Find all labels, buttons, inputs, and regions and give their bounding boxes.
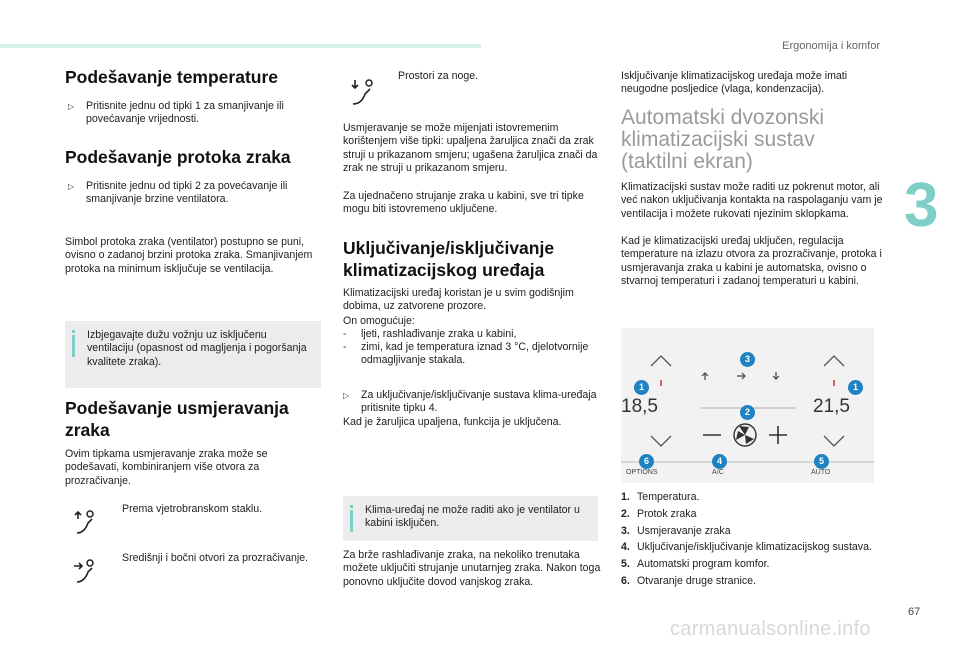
info-icon [72,330,75,357]
marker-air-flow: 2 [740,405,755,420]
list-item: 1. Temperatura. [621,491,700,503]
list-item: 4. Uključivanje/isključivanje klimatizacijskog sustava. [621,541,872,554]
temp-bullet: ▷ Pritisnite jednu od tipki 1 za smanjivanje ili povećavanje vrijednosti. [68,100,284,126]
option-footwell: Prostori za noge. [398,70,479,82]
direction-uniform: Za ujednačeno strujanje zraka u kabini, sve tri tipke mogu biti istovremeno uključene. [343,190,584,216]
auto-climate-paragraph-2: Kad je klimatizacijski uređaj uključen, regulacija temperature na izlazu otvora za prozračivanje, protoka i usmjeravanja zraka u kabini je automatska, ovisno o stvarnoj temperaturi i zadanoj temperaturi u kabini. [621,235,882,288]
temperature-right[interactable]: 21,5 [813,396,850,417]
center-vents-air-icon [70,554,104,588]
bullet-flag-icon: ▷ [343,391,350,400]
list-item: 6. Otvaranje druge stranice. [621,574,756,587]
climate-control-panel [621,328,874,483]
marker-ac: 4 [712,454,727,469]
ac-list-winter: - zimi, kad je temperatura iznad 3 °C, djelotvornije odmagljivanje stakala. [343,341,589,367]
list-item: 2. Protok zraka [621,507,697,520]
option-center-vents: Središnji i bočni otvori za prozračivanje. [122,552,309,564]
info-icon [350,505,353,532]
temp-heading: Podešavanje temperature [65,67,279,87]
legend-list [621,489,883,590]
info-note: Izbjegavajte dužu vožnju uz isključenu ventilaciju (opasnost od magljenja i pogoršanja kvalitete zraka). [65,321,321,388]
flow-paragraph: Simbol protoka zraka (ventilator) postupno se puni, ovisno o zadanoj brzini protoka zraka. Smanjivanjem protoka na minimum isključuje se ventilacija. [65,236,313,275]
direction-heading: Podešavanje usmjeravanja zraka [65,398,289,440]
ac-note: Klima-uređaj ne može raditi ako je ventilator u kabini isključen. [343,496,598,541]
auto-button[interactable]: AUTO [811,469,831,476]
bullet-flag-icon: ▷ [68,182,75,191]
direction-explanation: Usmjeravanje se može mijenjati istovremenim korištenjem više tipki: upaljena žaruljica znači da zrak struji u prikazanom smjeru; ugašena žaruljica znači da zrak ne struji u prikazanom smjeru. [343,122,598,175]
footwell-air-icon [345,74,379,108]
section-header: Ergonomija i komfor [782,40,880,52]
windscreen-air-icon [70,505,104,539]
ac-enables: On omogućuje: [343,315,415,327]
ac-bullet: ▷ Za uključivanje/isključivanje sustava klima-uređaja pritisnite tipku 4. [343,389,597,415]
header-bar [0,44,481,48]
auto-climate-heading: Automatski dvozonski klimatizacijski sustav (taktilni ekran) [621,106,825,173]
watermark: carmanualsonline.info [670,618,871,640]
bullet-flag-icon: ▷ [68,102,75,111]
ac-paragraph: Klimatizacijski uređaj koristan je u svim godišnjim dobima, uz zatvorene prozore. [343,287,574,313]
cooling-paragraph: Za brže rashlađivanje zraka, na nekoliko trenutaka možete uključiti strujanje unutarnjeg zraka. Nakon toga ponovno uključite dovod vanjskog zraka. [343,549,601,588]
marker-temperature-right: 1 [848,380,863,395]
ac-lamp-text: Kad je žaruljica upaljena, funkcija je uključena. [343,416,562,428]
option-windscreen: Prema vjetrobranskom staklu. [122,503,263,515]
direction-paragraph: Ovim tipkama usmjeravanje zraka može se podešavati, kombiniranjem više otvora za prozračivanje. [65,448,268,487]
list-item: 5. Automatski program komfor. [621,558,770,571]
temperature-left[interactable]: 18,5 [621,396,658,417]
ac-off-warning: Isključivanje klimatizacijskog uređaja može imati neugodne posljedice (vlaga, kondenzacija). [621,70,848,96]
auto-climate-paragraph: Klimatizacijski sustav može raditi uz pokrenut motor, ali već nakon uključivanja kontakta na raspolaganju vam je ventilacija i možete rukovati njezinim sklopkama. [621,181,883,220]
ac-heading: Uključivanje/isključivanje klimatizacijskog uređaja [343,238,555,280]
flow-bullet: ▷ Pritisnite jednu od tipki 2 za povećavanje ili smanjivanje brzine ventilatora. [68,180,288,206]
marker-air-direction: 3 [740,352,755,367]
marker-options: 6 [639,454,654,469]
marker-auto: 5 [814,454,829,469]
list-item: 3. Usmjeravanje zraka [621,524,731,537]
chapter-number: 3 [904,171,939,240]
marker-temperature-left: 1 [634,380,649,395]
flow-heading: Podešavanje protoka zraka [65,147,291,167]
page-number: 67 [908,606,921,618]
ac-button[interactable]: A/C [712,469,724,476]
options-button[interactable]: OPTIONS [626,469,658,476]
ac-list-summer: - ljeti, rashlađivanje zraka u kabini, [343,328,517,340]
